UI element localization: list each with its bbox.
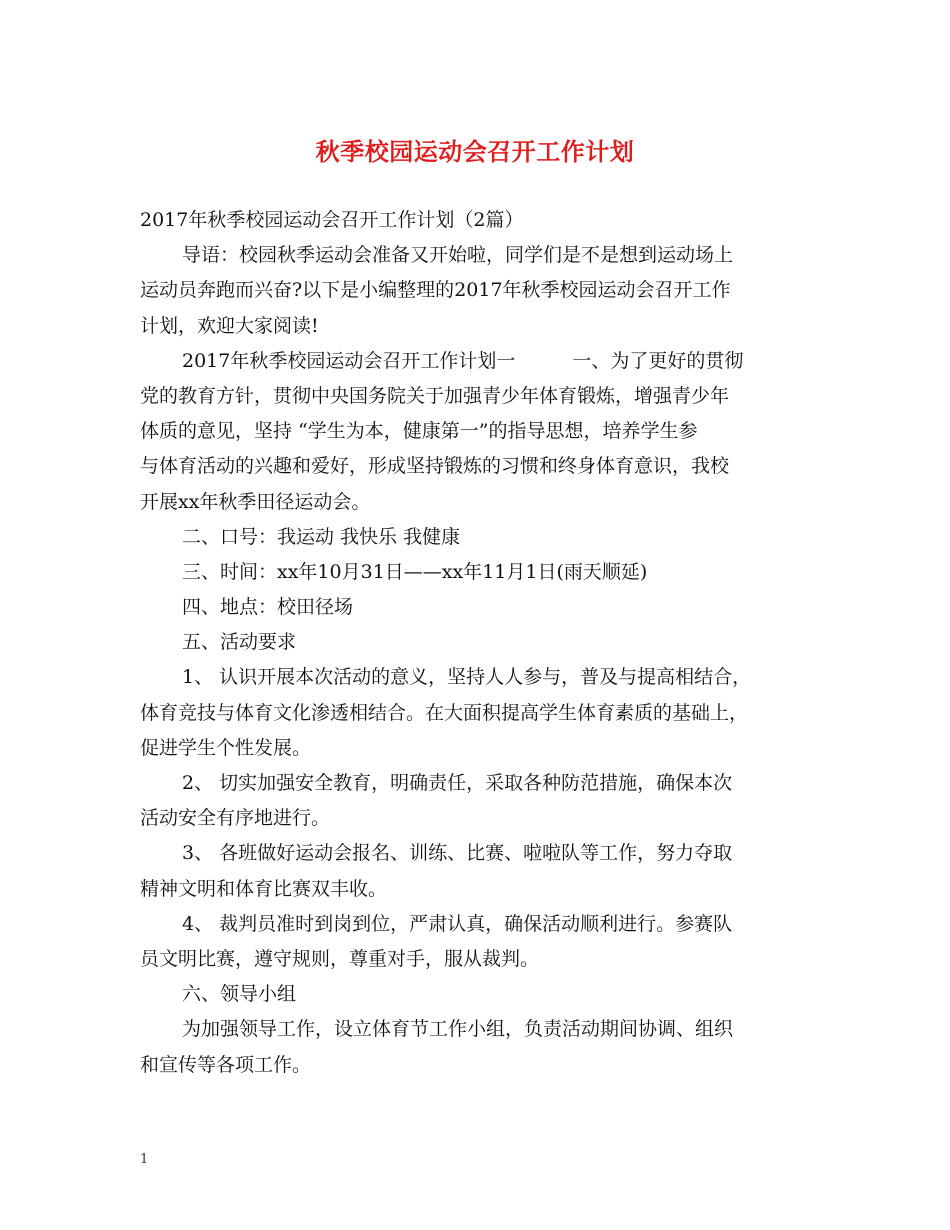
body-line: 二、口号：我运动 我快乐 我健康: [182, 525, 461, 548]
body-line: 2017年秋季校园运动会召开工作计划（2篇）: [140, 209, 524, 231]
document-body: [140, 203, 812, 1083]
body-line: 体育竞技与体育文化渗透相结合。在大面积提高学生体育素质的基础上，: [140, 701, 749, 724]
body-line: 六、领导小组: [182, 983, 297, 1006]
body-line: 运动员奔跑而兴奋?以下是小编整理的2017年秋季校园运动会召开工作: [140, 279, 731, 302]
body-line: 精神文明和体育比赛双丰收。: [140, 877, 388, 900]
body-line: 和宣传等各项工作。: [140, 1053, 312, 1076]
body-line: 2、 切实加强安全教育，明确责任，采取各种防范措施，确保本次: [182, 772, 733, 794]
page-number: 1: [140, 1152, 149, 1167]
body-line: 与体育活动的兴趣和爱好，形成坚持锻炼的习惯和终身体育意识，我校: [140, 455, 730, 478]
body-line: 2017年秋季校园运动会召开工作计划一 一、为了更好的贯彻: [182, 349, 744, 372]
body-line: 计划，欢迎大家阅读!: [140, 314, 319, 337]
body-line: 党的教育方针，贯彻中央国务院关于加强青少年体育锻炼，增强青少年: [140, 384, 730, 407]
body-line: 促进学生个性发展。: [140, 736, 312, 759]
body-line: 为加强领导工作，设立体育节工作小组，负责活动期间协调、组织: [182, 1018, 734, 1041]
body-line: 活动安全有序地进行。: [140, 807, 331, 830]
body-line: 导语：校园秋季运动会准备又开始啦，同学们是不是想到运动场上: [182, 244, 734, 267]
body-line: 员文明比赛，遵守规则，尊重对手，服从裁判。: [140, 947, 540, 970]
body-line: 五、活动要求: [182, 631, 297, 654]
body-line: 4、 裁判员准时到岗到位，严肃认真，确保活动顺利进行。参赛队: [182, 912, 733, 935]
body-line: 体质的意见，坚持 “学生为本，健康第一”的指导思想，培养学生参: [140, 420, 698, 443]
document-title: 秋季校园运动会召开工作计划: [315, 138, 635, 166]
body-line: 1、 认识开展本次活动的意义，坚持人人参与，普及与提高相结合，: [182, 666, 752, 689]
body-line: 3、 各班做好运动会报名、训练、比赛、啦啦队等工作，努力夺取: [182, 842, 733, 865]
body-line: 开展xx年秋季田径运动会。: [140, 490, 371, 513]
body-line: 四、地点：校田径场: [182, 596, 354, 619]
body-line: 三、时间：xx年10月31日——xx年11月1日(雨天顺延): [182, 560, 648, 583]
